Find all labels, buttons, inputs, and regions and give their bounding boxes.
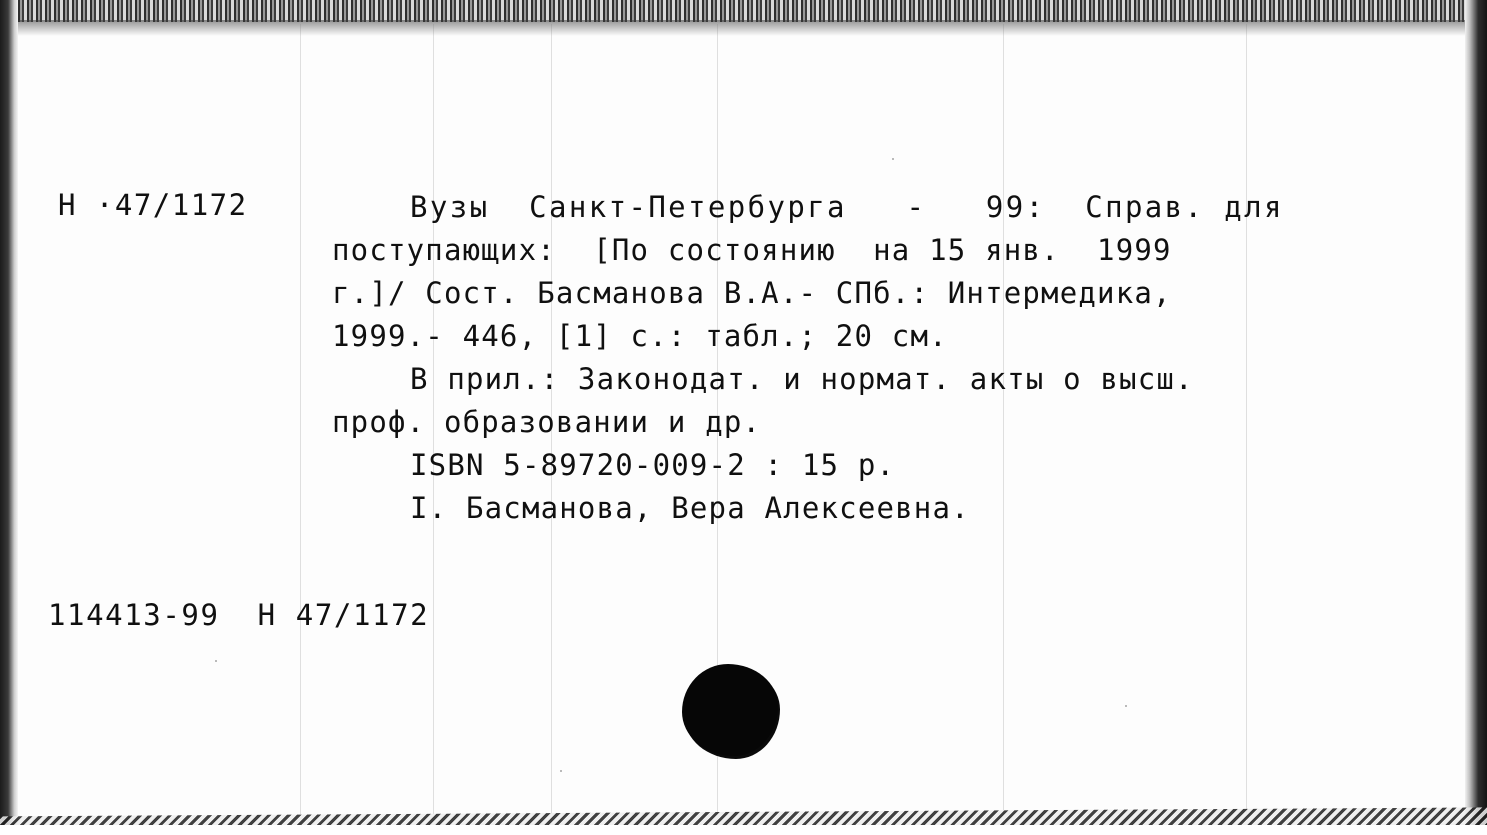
entry-line-6: проф. образовании и др. <box>332 405 762 439</box>
entry-line-7: ISBN 5-89720-009-2 : 15 р. <box>410 448 896 482</box>
accession-number-and-shelfmark: 114413-99 Н 47/1172 <box>48 598 430 632</box>
entry-line-5: В прил.: Законодат. и нормат. акты о высш. <box>410 362 1194 396</box>
entry-line-8: I. Басманова, Вера Алексеевна. <box>410 491 970 525</box>
entry-line-2: поступающих: [По состоянию на 15 янв. 1999 <box>332 233 1172 267</box>
ink-blot <box>682 664 778 756</box>
scan-edge-bottom-margin <box>0 825 1487 835</box>
entry-line-4: 1999.- 446, [1] с.: табл.; 20 см. <box>332 319 948 353</box>
bibliographic-entry <box>332 186 1462 530</box>
shelfmark: Н ·47/1172 <box>58 188 248 222</box>
entry-line-1: Вузы Санкт-Петербурга - 99: Справ. для <box>410 190 1284 224</box>
entry-line-3: г.]/ Сост. Басманова В.А.- СПб.: Интермедика, <box>332 276 1172 310</box>
